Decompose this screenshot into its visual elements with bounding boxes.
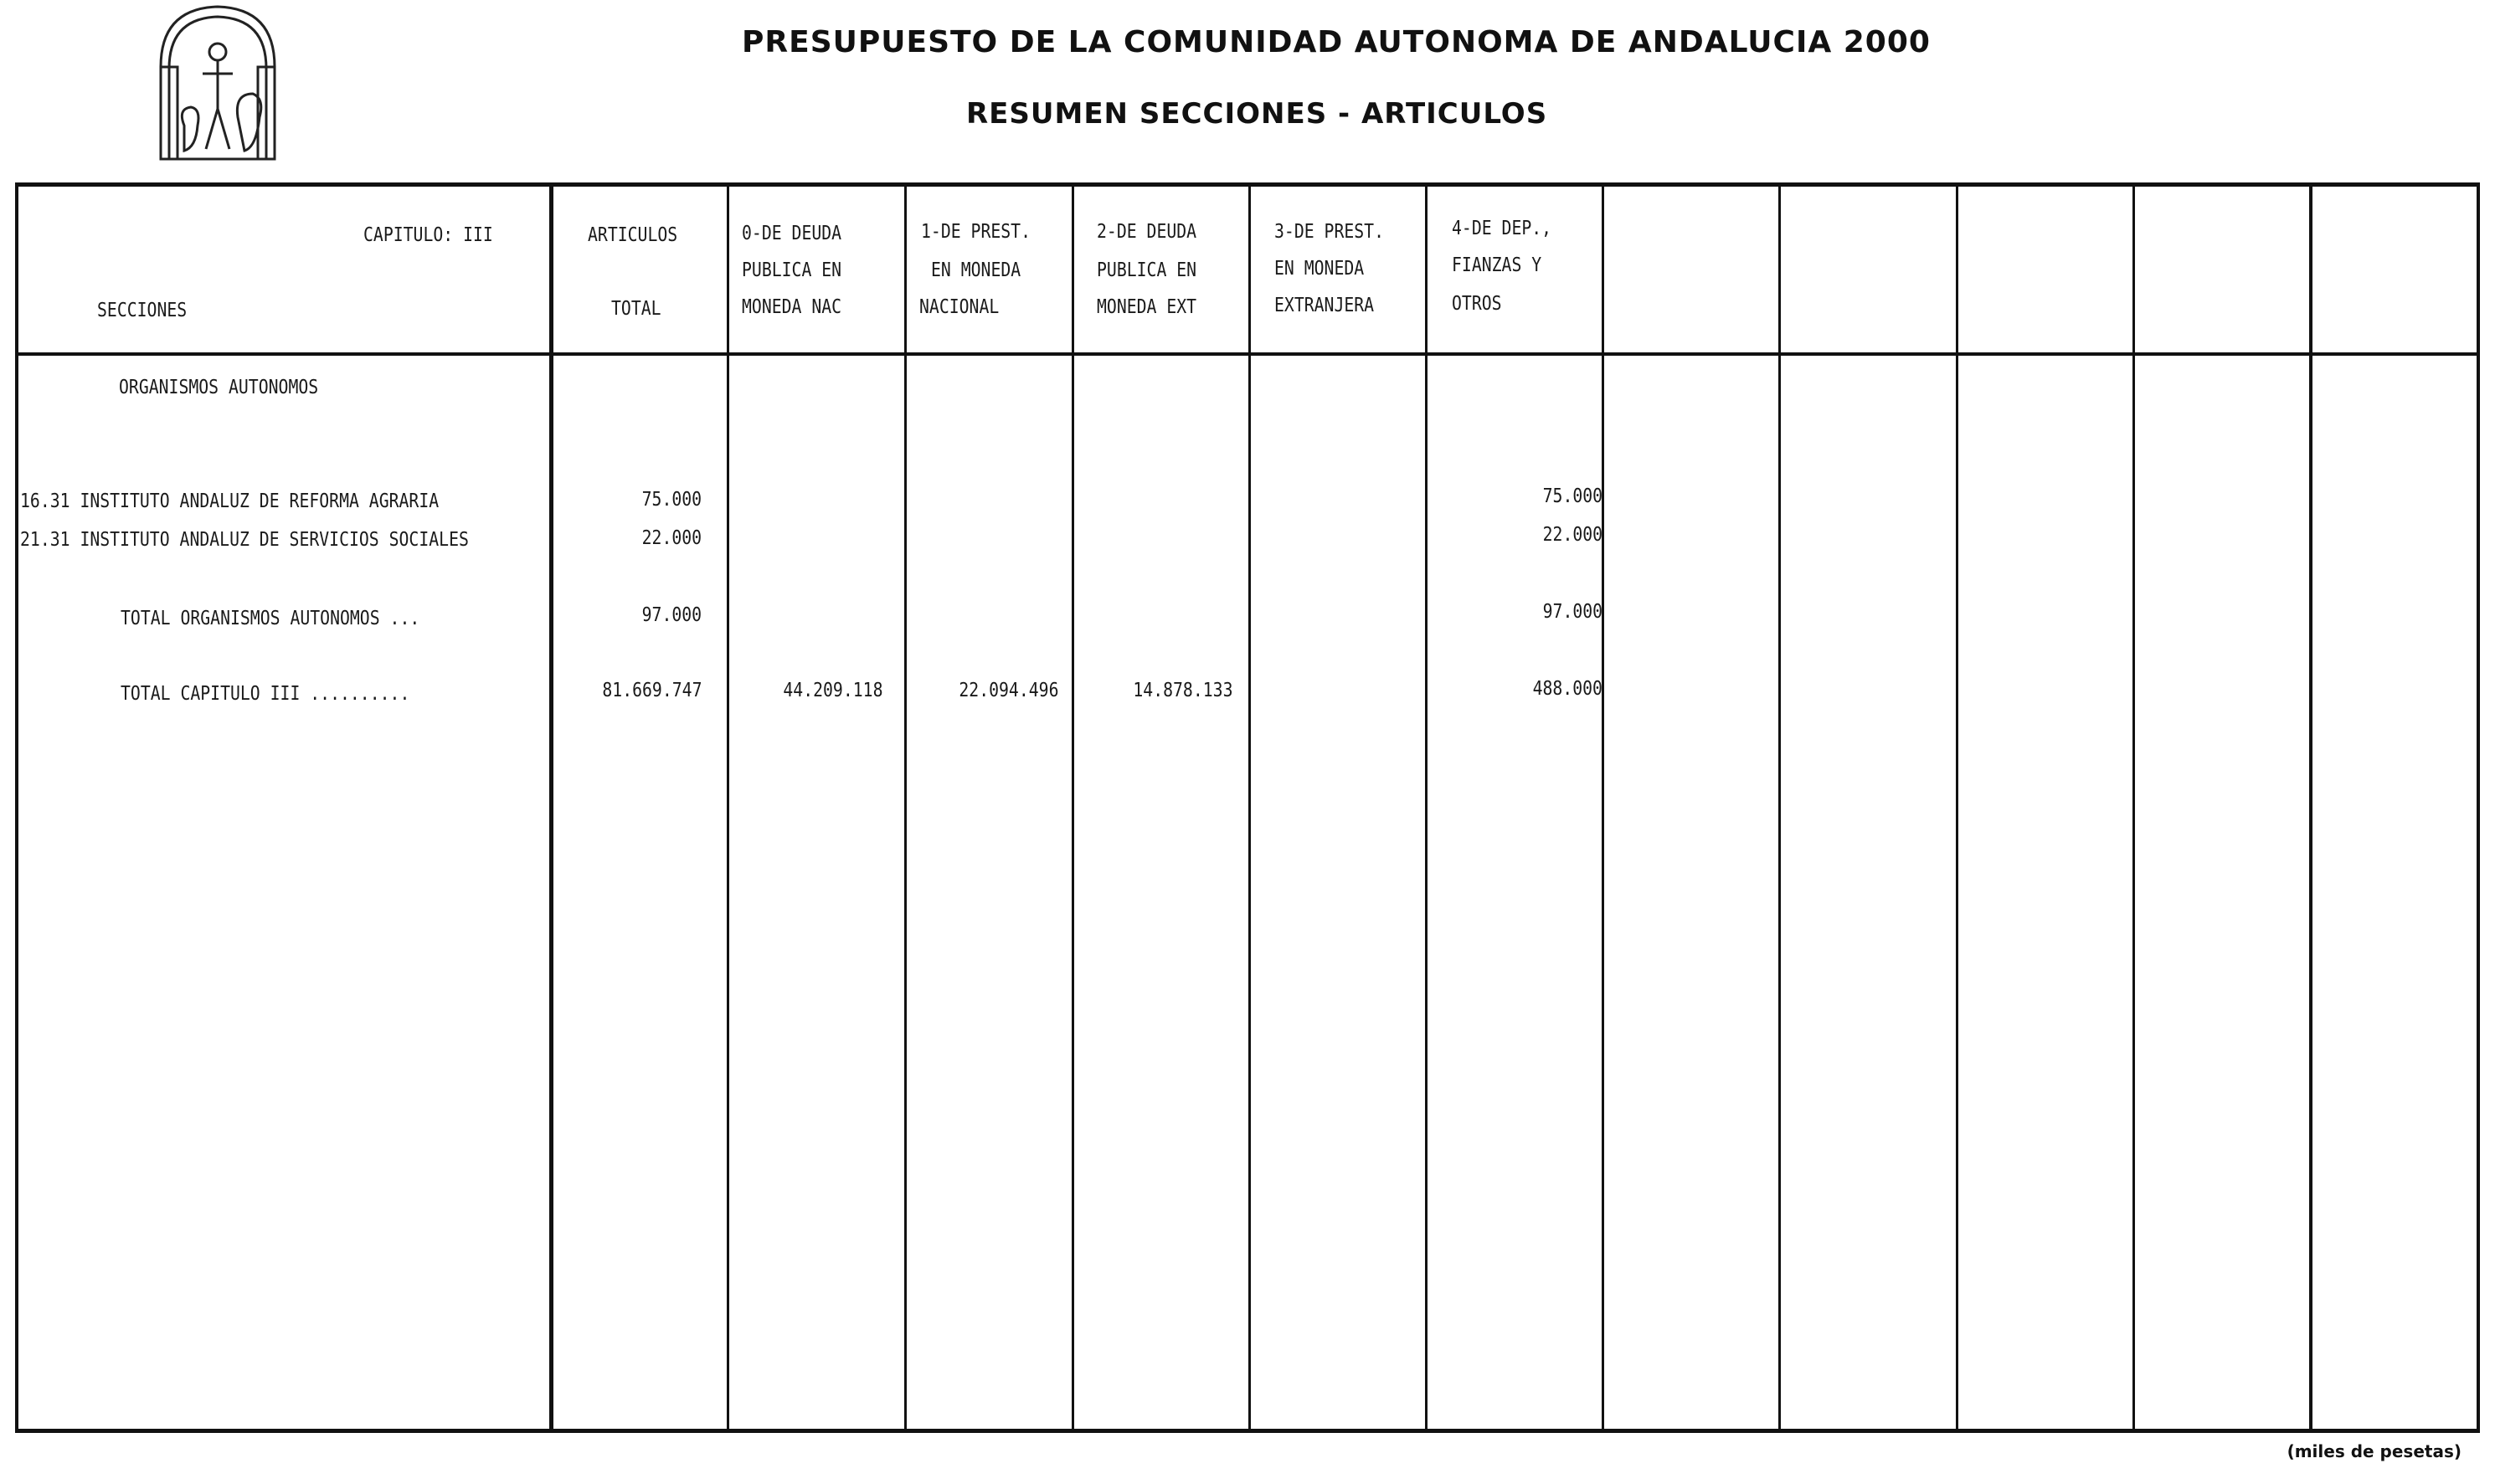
col-0-header-line3: MONEDA NAC <box>742 296 842 318</box>
col-3-header-line1: 3-DE PREST. <box>1274 221 1385 243</box>
col-2-header-line3: MONEDA EXT <box>1097 296 1197 318</box>
row-value-col0: 44.209.118 <box>782 680 882 701</box>
col-3-header-line2: EN MONEDA <box>1274 258 1365 280</box>
header-divider <box>15 352 2480 356</box>
col-2-header-line2: PUBLICA EN <box>1097 259 1197 281</box>
secciones-header: SECCIONES <box>97 300 188 321</box>
col-2-header-line1: 2-DE DEUDA <box>1097 221 1197 243</box>
col-0-header-line2: PUBLICA EN <box>742 259 842 281</box>
col-4-header-line3: OTROS <box>1452 293 1502 315</box>
col-3-header-line3: EXTRANJERA <box>1274 295 1375 316</box>
budget-table <box>15 182 2480 1433</box>
col-4-header-line2: FIANZAS Y <box>1452 254 1542 276</box>
row-label: TOTAL CAPITULO III .......... <box>121 683 410 705</box>
units-note: (miles de pesetas) <box>2287 1441 2462 1461</box>
page-subtitle: RESUMEN SECCIONES - ARTICULOS <box>966 97 1548 131</box>
andalucia-coat-of-arms-logo <box>151 0 285 167</box>
row-value-articulos: 81.669.747 <box>601 680 702 701</box>
row-value-articulos: 75.000 <box>641 489 702 511</box>
col-articulos-header-line1: ARTICULOS <box>588 224 678 246</box>
col-articulos-header-line3: TOTAL <box>611 298 661 320</box>
row-value-col4: 97.000 <box>1542 601 1602 623</box>
row-label: TOTAL ORGANISMOS AUTONOMOS ... <box>121 608 420 629</box>
row-value-articulos: 97.000 <box>641 604 702 626</box>
page-title: PRESUPUESTO DE LA COMUNIDAD AUTONOMA DE ANDALUCIA 2000 <box>742 25 1931 59</box>
col-1-header-line1: 1-DE PREST. <box>921 221 1031 243</box>
row-label: 21.31 INSTITUTO ANDALUZ DE SERVICIOS SOCIALES <box>20 529 469 551</box>
col-1-header-line2: EN MONEDA <box>931 259 1021 281</box>
row-label: 16.31 INSTITUTO ANDALUZ DE REFORMA AGRARIA <box>20 490 440 512</box>
col-0-header-line1: 0-DE DEUDA <box>742 223 842 244</box>
row-value-col4: 22.000 <box>1542 524 1602 546</box>
capitulo-label: CAPITULO: III <box>363 224 493 246</box>
row-value-col4: 488.000 <box>1532 678 1602 700</box>
row-value-col4: 75.000 <box>1542 485 1602 507</box>
row-value-col2: 14.878.133 <box>1132 680 1232 701</box>
col-1-header-line3: NACIONAL <box>919 296 1000 318</box>
row-value-col1: 22.094.496 <box>958 680 1058 701</box>
group-title: ORGANISMOS AUTONOMOS <box>119 377 319 398</box>
row-value-articulos: 22.000 <box>641 527 702 549</box>
col-4-header-line1: 4-DE DEP., <box>1452 218 1552 239</box>
